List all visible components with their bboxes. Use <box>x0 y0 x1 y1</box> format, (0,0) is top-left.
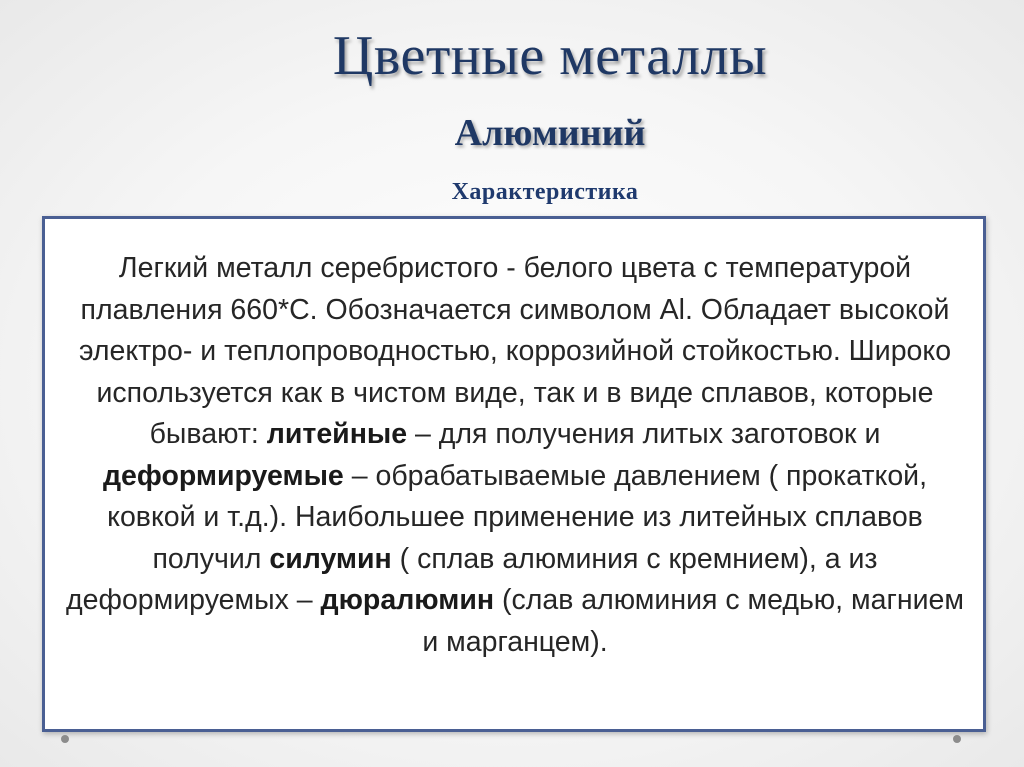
slide-title: Цветные металлы <box>332 25 768 87</box>
corner-dot-right <box>953 735 961 743</box>
term-silumin: силумин <box>269 542 392 575</box>
body-text-part-2: – для получения литых заготовок и <box>407 418 881 450</box>
body-text-part-1: Легкий металл серебристого - белого цвета с температурой плавления 660*С. Обозначается символом Al. Обладает высокой электро- и теплопроводностью, коррозийной стойкостью. Широко используется как в чистом виде, так и в виде сплавов, которые бывают: <box>78 252 952 450</box>
slide-subtitle: Алюминий <box>454 112 646 154</box>
section-heading: Характеристика <box>451 179 639 205</box>
body-text-part-3: – обрабатываемые давлением ( прокаткой, ковкой и т.д.). Наибольшее применение из литейных сплавов получил <box>107 459 928 575</box>
corner-dot-left <box>61 735 69 743</box>
body-text-part-5: (слав алюминия с медью, магнием и марганцем). <box>422 584 964 658</box>
term-duralumin: дюралюмин <box>320 584 495 616</box>
body-text <box>59 248 971 663</box>
body-text-part-4: ( сплав алюминия с кремнием), а из деформируемых – <box>66 542 878 616</box>
content-box <box>42 216 986 732</box>
term-wrought-alloys: деформируемые <box>102 459 344 492</box>
term-cast-alloys: литейные <box>266 418 408 450</box>
